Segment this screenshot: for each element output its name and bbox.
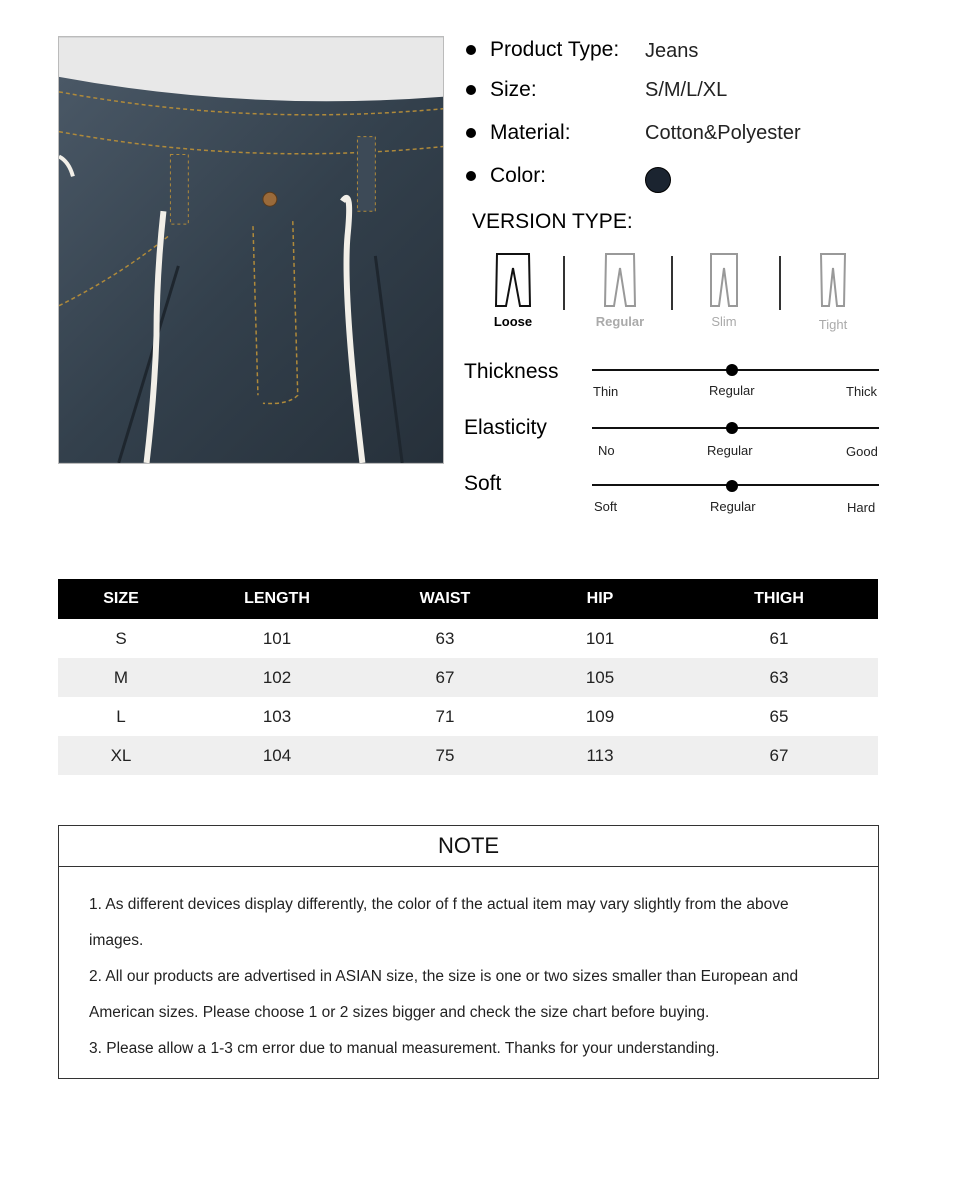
pants-icon <box>493 252 533 308</box>
attr-label: Size: <box>490 78 537 101</box>
table-cell: XL <box>58 736 184 775</box>
table-cell: 71 <box>435 706 455 726</box>
divider <box>563 256 565 310</box>
version-type-label: Slim <box>711 314 737 329</box>
table-row <box>58 619 878 658</box>
product-photo <box>58 36 444 464</box>
scale-left-label: Thin <box>593 384 619 399</box>
table-cell: 109 <box>585 706 615 726</box>
table-cell: M <box>58 658 184 697</box>
scale-label-soft: Soft <box>464 472 502 495</box>
note-line: images. <box>89 932 144 949</box>
scale-label-elasticity: Elasticity <box>464 416 547 439</box>
attr-label: Product Type: <box>490 38 620 61</box>
table-cell: S <box>115 628 127 648</box>
version-type-loose <box>473 252 553 329</box>
scale-left-label: No <box>598 443 615 458</box>
note-line: 3. Please allow a 1-3 cm error due to manual measurement. Thanks for your understanding. <box>89 1040 720 1057</box>
scale-marker <box>726 364 738 376</box>
version-type-label: Loose <box>493 314 533 329</box>
bullet-icon <box>466 128 476 138</box>
attr-value-size: S/M/L/XL <box>645 79 728 101</box>
column-header: HIP <box>520 579 680 619</box>
attr-product-type <box>466 38 619 62</box>
note-line: 2. All our products are advertised in ASIAN size, the size is one or two sizes smaller than European and <box>89 968 799 985</box>
column-header: THIGH <box>680 579 878 619</box>
attr-label: Material: <box>490 121 571 144</box>
scale-middle-label: Regular <box>709 383 755 398</box>
table-cell: L <box>116 706 126 726</box>
scale-right-label: Hard <box>847 500 876 515</box>
table-cell: 65 <box>769 706 789 726</box>
table-cell: 63 <box>435 628 455 648</box>
note-line: American sizes. Please choose 1 or 2 sizes bigger and check the size chart before buying. <box>89 1004 710 1021</box>
table-cell: 61 <box>769 628 789 648</box>
table-cell: 105 <box>520 658 680 697</box>
attr-size <box>466 78 537 102</box>
table-cell: 63 <box>680 658 878 697</box>
pants-icon <box>600 252 640 308</box>
note-body <box>59 867 878 1067</box>
scale-middle-label: Regular <box>710 499 756 514</box>
column-header: WAIST <box>370 579 520 619</box>
attr-label: Color: <box>490 164 547 187</box>
pants-icon <box>704 252 744 308</box>
scale-left-label: Soft <box>594 499 618 514</box>
attr-color <box>466 164 546 188</box>
table-header-row <box>58 579 878 619</box>
scale-right-label: Thick <box>846 384 878 399</box>
table-cell: 67 <box>680 736 878 775</box>
attr-value-product-type: Jeans <box>645 40 699 62</box>
scale-marker <box>726 422 738 434</box>
scale-marker <box>726 480 738 492</box>
attr-value-material: Cotton&Polyester <box>645 122 801 144</box>
scale-label-thickness: Thickness <box>464 360 559 383</box>
color-swatch <box>645 167 671 193</box>
table-row <box>58 736 878 775</box>
attr-material <box>466 121 571 145</box>
version-type-label: Tight <box>818 317 848 332</box>
table-cell: 104 <box>184 736 370 775</box>
table-cell: 102 <box>184 658 370 697</box>
table-cell: 113 <box>520 736 680 775</box>
table-row <box>58 697 878 736</box>
note-title: NOTE <box>59 826 878 867</box>
bullet-icon <box>466 45 476 55</box>
size-chart-table <box>58 579 878 775</box>
version-type-slim <box>684 252 764 329</box>
divider <box>779 256 781 310</box>
scale-middle-label: Regular <box>707 443 753 458</box>
table-cell: 103 <box>262 706 292 726</box>
bullet-icon <box>466 85 476 95</box>
version-type-label: Regular <box>595 314 645 329</box>
table-cell: 75 <box>370 736 520 775</box>
column-header: LENGTH <box>184 579 370 619</box>
bullet-icon <box>466 171 476 181</box>
version-type-tight <box>793 252 873 332</box>
version-type-regular <box>580 252 660 329</box>
pants-icon <box>813 252 853 308</box>
divider <box>671 256 673 310</box>
table-cell: 101 <box>262 628 292 648</box>
table-cell: 67 <box>370 658 520 697</box>
table-cell: 101 <box>585 628 615 648</box>
version-type-title: VERSION TYPE: <box>472 210 633 233</box>
note-line: 1. As different devices display differently, the color of f the actual item may vary slightly from the above <box>89 896 789 913</box>
column-header: SIZE <box>58 579 184 619</box>
note-box <box>58 825 879 1079</box>
scale-right-label: Good <box>846 444 878 459</box>
table-row <box>58 658 878 697</box>
